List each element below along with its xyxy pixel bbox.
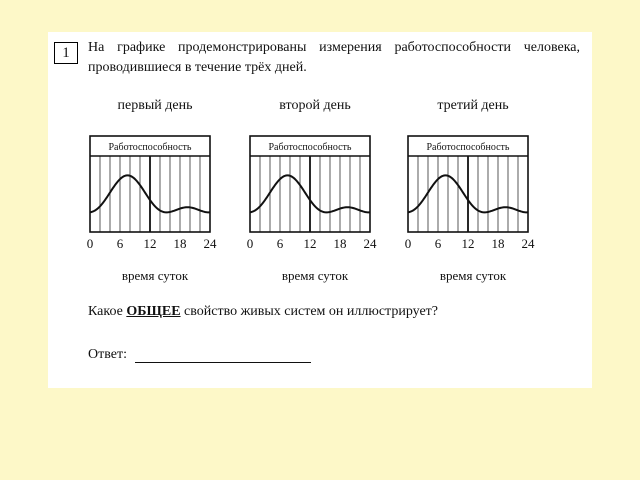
panel-title: третий день	[437, 98, 509, 113]
answer-row	[88, 346, 311, 363]
x-tick-label: 12	[143, 236, 157, 251]
x-tick-label: 0	[86, 236, 94, 251]
x-axis-label: время суток	[439, 268, 507, 283]
x-tick-label: 24	[521, 236, 535, 251]
x-tick-label: 12	[461, 236, 475, 251]
chart-y-label: Работоспособность	[268, 142, 352, 153]
question-text	[88, 304, 438, 320]
work-capacity-chart	[86, 126, 224, 266]
x-tick-label: 18	[333, 236, 347, 251]
task-text-line-2: проводившиеся в течение трёх дней.	[88, 60, 307, 75]
chart-panel-day-2	[246, 98, 384, 288]
x-tick-label: 24	[363, 236, 377, 251]
task-text	[88, 38, 580, 78]
panel-title: второй день	[279, 98, 351, 113]
x-tick-label: 18	[173, 236, 187, 251]
panel-title: первый день	[117, 98, 193, 113]
answer-input-line[interactable]	[135, 346, 311, 363]
task-text-line-1: На графике продемонстрированы измерения работоспособности человека,	[88, 40, 580, 55]
x-tick-label: 6	[116, 236, 124, 251]
work-capacity-chart	[246, 126, 384, 266]
chart-panel-day-3	[404, 98, 542, 288]
x-tick-label: 0	[246, 236, 254, 251]
work-capacity-chart	[404, 126, 542, 266]
question-after: свойство живых систем он иллюстрирует?	[180, 304, 438, 319]
x-axis-label: время суток	[281, 268, 349, 283]
task-sheet	[48, 32, 592, 388]
x-tick-label: 6	[276, 236, 284, 251]
question-emphasis: ОБЩЕЕ	[126, 304, 181, 319]
x-tick-label: 6	[434, 236, 442, 251]
x-tick-label: 12	[303, 236, 317, 251]
x-tick-label: 24	[203, 236, 217, 251]
question-before: Какое	[88, 304, 127, 319]
chart-y-label: Работоспособность	[108, 142, 192, 153]
answer-label: Ответ:	[88, 347, 127, 362]
x-tick-label: 0	[404, 236, 412, 251]
task-number-box: 1	[54, 42, 78, 64]
chart-y-label: Работоспособность	[426, 142, 510, 153]
chart-panel-day-1	[86, 98, 224, 288]
x-tick-label: 18	[491, 236, 505, 251]
x-axis-label: время суток	[121, 268, 189, 283]
